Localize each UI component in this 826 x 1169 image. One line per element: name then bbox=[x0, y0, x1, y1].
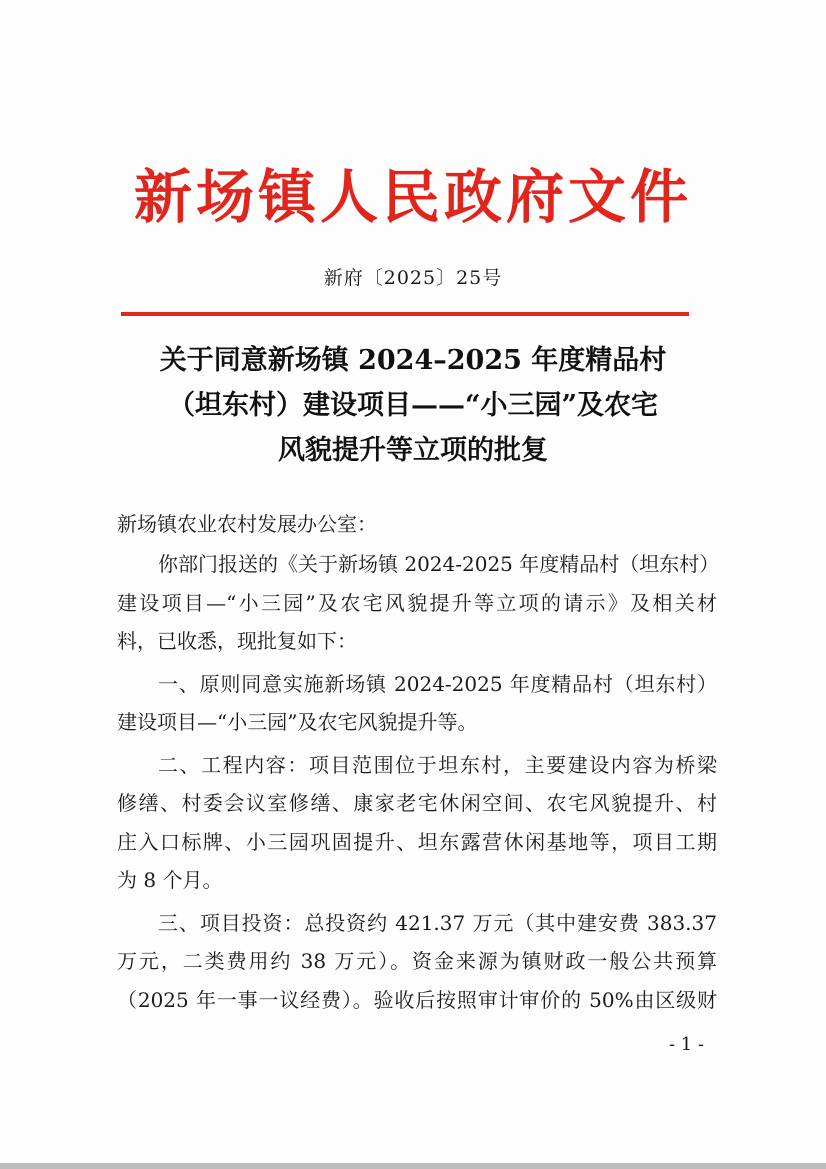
page-number: - 1 - bbox=[668, 1034, 704, 1055]
addressee: 新场镇农业农村发展办公室： bbox=[117, 512, 377, 536]
document-number: 新府〔2025〕25号 bbox=[323, 267, 503, 289]
issuer-title: 新场镇人民政府文件 bbox=[133, 163, 692, 231]
body-line: 修缮、村委会议室修缮、康家老宅休闲空间、农宅风貌提升、村 bbox=[117, 791, 717, 815]
title-line: 风貌提升等立项的批复 bbox=[278, 435, 548, 466]
body-line: 庄入口标牌、小三园巩固提升、坦东露营休闲基地等，项目工期 bbox=[117, 829, 717, 854]
document-title bbox=[90, 338, 736, 473]
red-divider-rule bbox=[121, 312, 689, 316]
body-line: 建设项目—“小三园”及农宅风貌提升等。 bbox=[117, 710, 478, 734]
body-text bbox=[117, 545, 720, 1019]
body-line: 万元，二类费用约 38 万元）。资金来源为镇财政一般公共预算 bbox=[117, 949, 717, 973]
body-line: 料，已收悉，现批复如下： bbox=[117, 629, 357, 653]
body-line: （2025 年一事一议经费）。验收后按照审计审价的 50%由区级财 bbox=[117, 987, 717, 1012]
body-line: 一、原则同意实施新场镇 2024-2025 年度精品村（坦东村） bbox=[158, 671, 717, 696]
title-line: 关于同意新场镇 2024–2025 年度精品村 bbox=[159, 345, 667, 376]
body-line: 为 8 个月。 bbox=[117, 868, 223, 892]
title-line: （坦东村）建设项目——“小三园”及农宅 bbox=[167, 390, 659, 421]
body-line: 你部门报送的《关于新场镇 2024-2025 年度精品村（坦东村） bbox=[158, 552, 720, 576]
scan-bottom-edge bbox=[0, 1163, 826, 1169]
body-line: 三、项目投资：总投资约 421.37 万元（其中建安费 383.37 bbox=[158, 910, 717, 935]
body-line: 二、工程内容：项目范围位于坦东村，主要建设内容为桥梁 bbox=[158, 752, 717, 777]
body-line: 建设项目—“小三园”及农宅风貌提升等立项的请示》及相关材 bbox=[117, 590, 717, 615]
